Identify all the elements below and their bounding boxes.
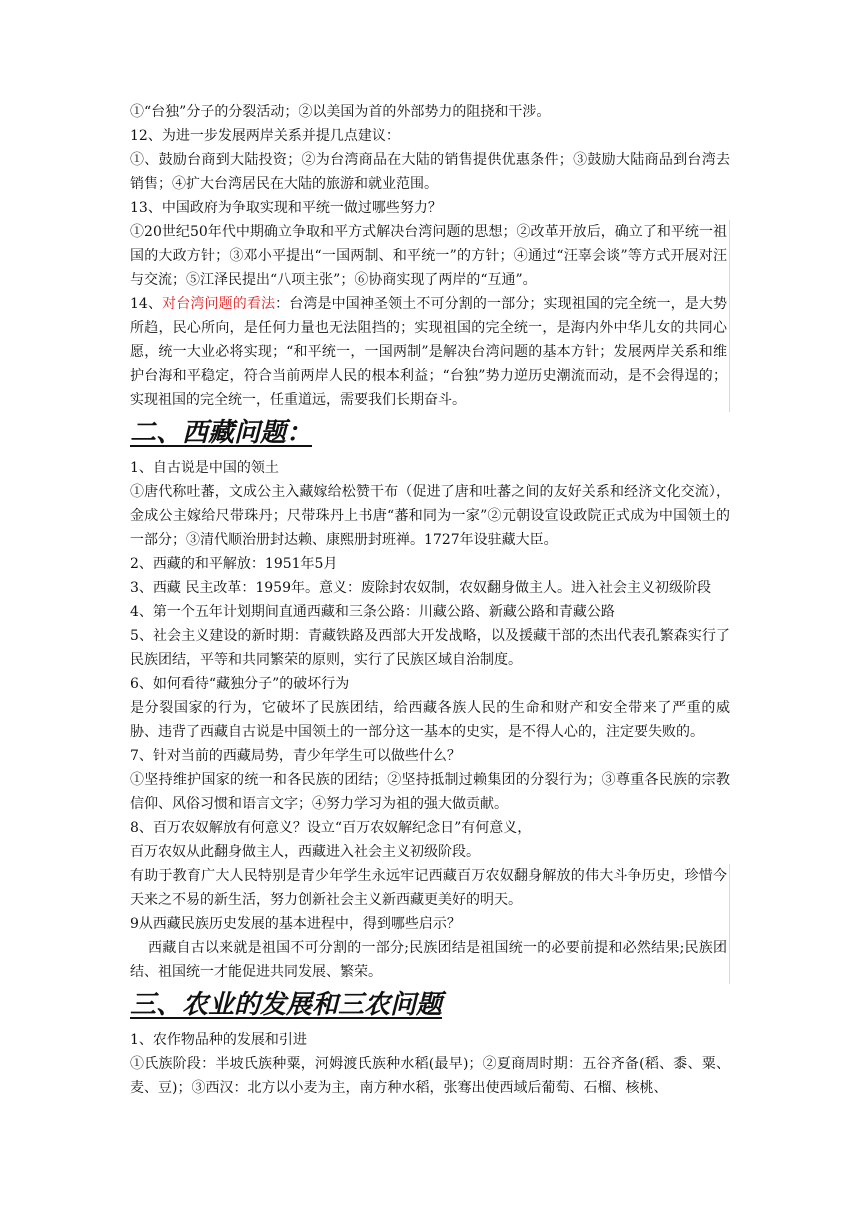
tibet-item-7-title: 7、针对当前的西藏局势，青少年学生可以做些什么？ bbox=[130, 748, 461, 764]
tibet-item-6-body: 是分裂国家的行为，它破坏了民族团结，给西藏各族人民的生命和财产和安全带来了严重的威胁、违背了西藏自古说是中国领土的一部分这一基本的史实，是不得人心的，注定要失败的。 bbox=[130, 700, 730, 740]
agriculture-item-1-title: 1、农作物品种的发展和引进 bbox=[130, 1032, 307, 1048]
tibet-item-6-title: 6、如何看待“藏独分子”的破坏行为 bbox=[130, 676, 350, 692]
q14-highlight: 对台湾问题的看法 bbox=[162, 296, 276, 312]
taiwan-question-12: 12、为进一步发展两岸关系并提几点建议： bbox=[130, 128, 400, 144]
agriculture-item-1-body: ①氏族阶段：半坡氏族种粟，河姆渡氏族种水稻(最早)；②夏商周时期：五谷齐备(稻、黍、粟、麦、豆)；③西汉：北方以小麦为主，南方种水稻，张骞出使西域后葡萄、石榴、核桃、 bbox=[130, 1056, 730, 1096]
taiwan-question-13: 13、中国政府为争取实现和平统一做过哪些努力？ bbox=[130, 200, 442, 216]
tibet-item-5: 5、社会主义建设的新时期：青藏铁路及西部大开发战略，以及援藏干部的杰出代表孔繁森实行了民族团结，平等和共同繁荣的原则，实行了民族区域自治制度。 bbox=[130, 628, 730, 668]
tibet-item-7-body: ①坚持维护国家的统一和各民族的团结；②坚持抵制过赖集团的分裂行为；③尊重各民族的宗教信仰、风俗习惯和语言文字；④努力学习为祖的强大做贡献。 bbox=[130, 772, 730, 812]
tibet-item-1-body: ①唐代称吐蕃，文成公主入藏嫁给松赞干布（促进了唐和吐蕃之间的友好关系和经济文化交流），金成公主嫁给尺带珠丹；尺带珠丹上书唐“蕃和同为一家”②元朝设宣设政院正式成为中国领土的一部分；③清代顺治册封达赖、康熙册封班禅。1727年设驻藏大臣。 bbox=[130, 484, 730, 548]
taiwan-answer-12: ①、鼓励台商到大陆投资；②为台湾商品在大陆的销售提供优惠条件；③鼓励大陆商品到台湾去销售；④扩大台湾居民在大陆的旅游和就业范围。 bbox=[130, 152, 730, 192]
taiwan-line-1: ①“台独”分子的分裂活动；②以美国为首的外部势力的阻挠和干涉。 bbox=[130, 104, 551, 120]
section-heading-tibet: 二、西藏问题： bbox=[130, 418, 313, 448]
tibet-item-8-body-2: 有助于教育广大人民特别是青少年学生永远牢记西藏百万农奴翻身解放的伟大斗争历史，珍惜今天来之不易的新生活，努力创新社会主义新西藏更美好的明天。 bbox=[130, 864, 730, 912]
taiwan-answer-13: ①20世纪50年代中期确立争取和平方式解决台湾问题的思想；②改革开放后，确立了和平统一祖国的大政方针；③邓小平提出“一国两制、和平统一”的方针；④通过“汪辜会谈”等方式开展对汪与交流；⑤江泽民提出“八项主张”；⑥协商实现了两岸的“互通”。 bbox=[130, 220, 730, 292]
tibet-item-8-title: 8、百万农奴解放有何意义？设立“百万农奴解纪念日”有何意义， bbox=[130, 820, 532, 836]
tibet-item-9-title: 9从西藏民族历史发展的基本进程中，得到哪些启示？ bbox=[130, 912, 730, 936]
tibet-item-9-body: 西藏自古以来就是祖国不可分割的一部分;民族团结是祖国统一的必要前提和必然结果;民族团结、祖国统一才能促进共同发展、繁荣。 bbox=[130, 936, 730, 984]
section-heading-agriculture: 三、农业的发展和三农问题 bbox=[130, 990, 443, 1020]
document-body bbox=[130, 100, 730, 1100]
taiwan-item-14 bbox=[130, 292, 730, 412]
q14-number: 14、 bbox=[130, 296, 163, 312]
tibet-item-8-body-1: 百万农奴从此翻身做主人，西藏进入社会主义初级阶段。 bbox=[130, 844, 480, 860]
q14-body: ：台湾是中国神圣领土不可分割的一部分；实现祖国的完全统一，是大势所趋，民心所向，是任何力量也无法阻挡的；实现祖国的完全统一，是海内外中华儿女的共同心愿，统一大业必将实现；“和平统一，一国两制”是解决台湾问题的基本方针；发展两岸关系和维护台海和平稳定，符合当前两岸人民的根本利益；“台独”势力逆历史潮流而动，是不会得逞的；实现祖国的完全统一，任重道远，需要我们长期奋斗。 bbox=[130, 296, 728, 408]
tibet-item-1-title: 1、自古说是中国的领土 bbox=[130, 460, 279, 476]
tibet-item-4: 4、第一个五年计划期间直通西藏和三条公路：川藏公路、新藏公路和青藏公路 bbox=[130, 604, 615, 620]
tibet-item-2: 2、西藏的和平解放：1951年5月 bbox=[130, 556, 338, 572]
tibet-item-3: 3、西藏 民主改革：1959年。意义：废除封农奴制，农奴翻身做主人。进入社会主义初级阶段 bbox=[130, 580, 711, 596]
